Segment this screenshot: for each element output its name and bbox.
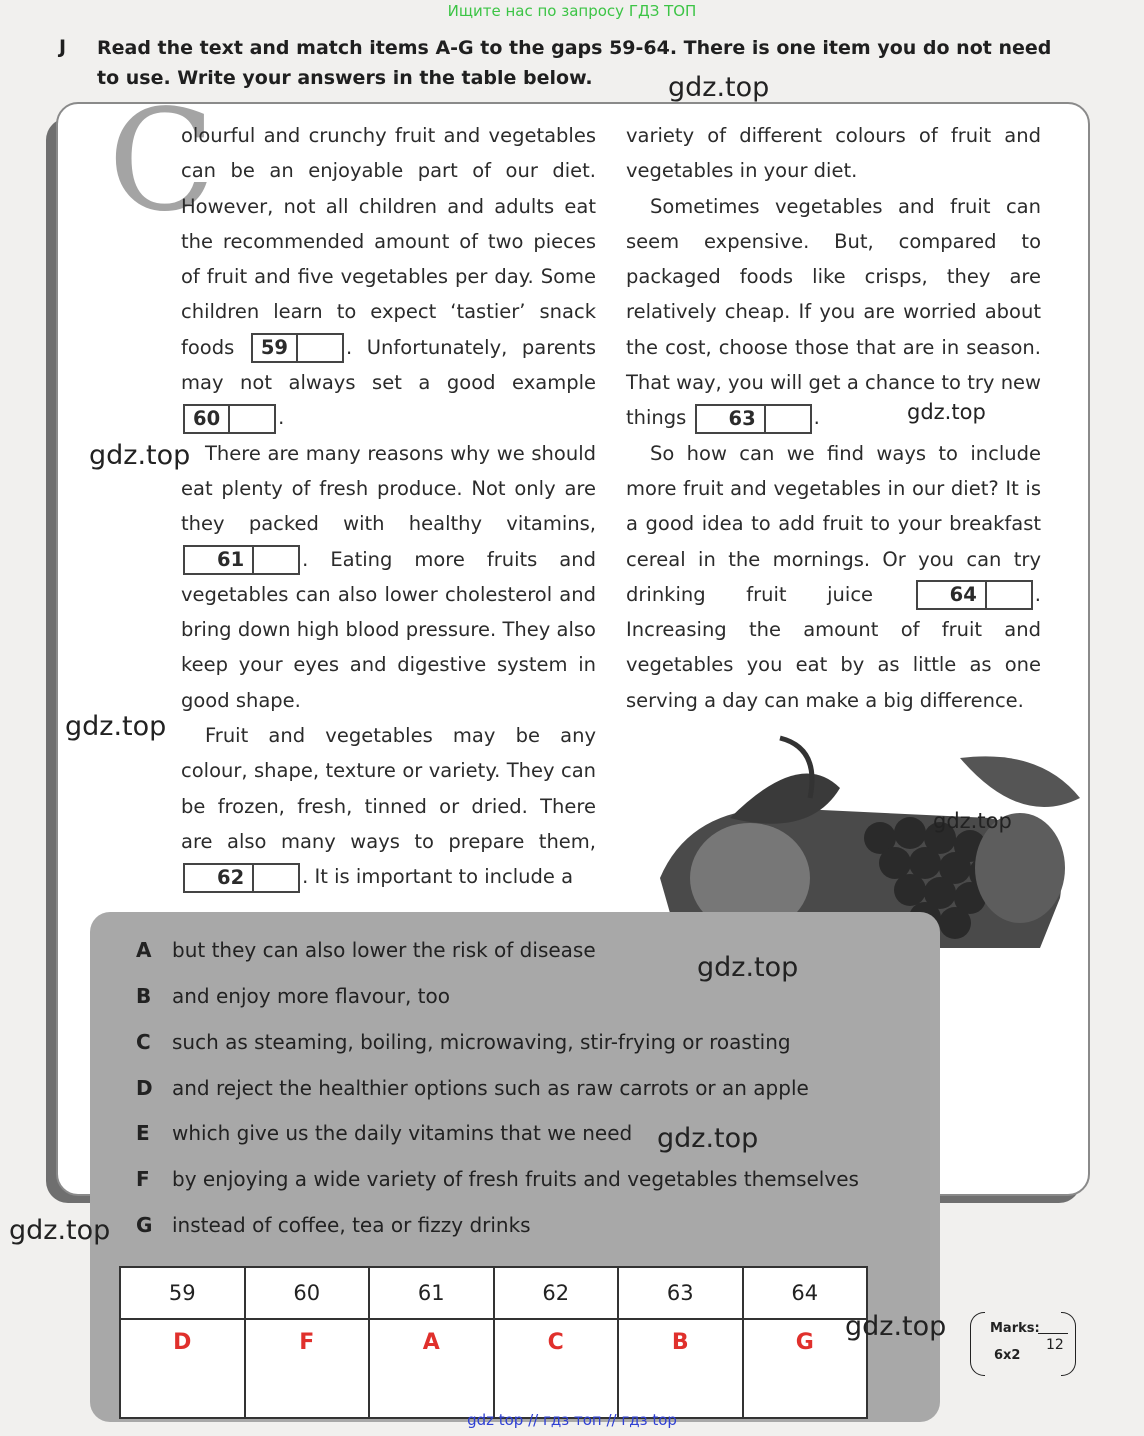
- drop-cap: C: [108, 80, 216, 243]
- header-note: Ищите нас по запросу ГДЗ ТОП: [447, 2, 697, 20]
- task-instruction: Read the text and match items A-G to the gaps 59-64. There is one item you do not need to use. Write your answers in the table below.: [97, 37, 1052, 89]
- article-text: . Unfortunately, parents may not always set a good example: [181, 335, 596, 395]
- answer-cell[interactable]: G: [743, 1319, 868, 1418]
- article-text: .: [813, 406, 820, 430]
- gap-number: 59: [120, 1267, 245, 1319]
- article-text: . Increasing the amount of fruit and vegetables you eat by as little as one serving a day can make a big difference.: [626, 582, 1041, 712]
- gap-box-60[interactable]: [183, 404, 276, 434]
- article-paragraph: [626, 189, 1041, 436]
- answer-table-header-row: [120, 1267, 867, 1319]
- gap-blank[interactable]: [254, 865, 298, 891]
- watermark: gdz.top: [9, 1215, 111, 1246]
- gap-blank[interactable]: [766, 406, 810, 432]
- article-text: Fruit and vegetables may be any colour, shape, texture or variety. They can be frozen, fresh, tinned or dried. There are also many ways to prepare them,: [181, 724, 596, 853]
- gap-box-59[interactable]: [251, 333, 344, 363]
- footer-note: gdz top // гдз топ // гдз top: [467, 1411, 677, 1429]
- gap-blank[interactable]: [230, 406, 274, 432]
- gap-blank[interactable]: [254, 547, 298, 573]
- answer-cell[interactable]: F: [245, 1319, 370, 1418]
- article-text: .: [278, 406, 285, 430]
- gap-number: 64: [918, 582, 987, 608]
- gap-number: 62: [185, 865, 254, 891]
- gap-box-61[interactable]: [183, 545, 300, 575]
- marks-total: 12: [1046, 1337, 1064, 1353]
- watermark: gdz.top: [657, 1123, 759, 1154]
- article-paragraph: [181, 118, 596, 436]
- gap-number: 59: [253, 335, 298, 361]
- article-text: There are many reasons why we should eat plenty of fresh produce. Not only are they packed with healthy vitamins,: [181, 441, 596, 536]
- answer-cell[interactable]: C: [494, 1319, 619, 1418]
- answer-cell[interactable]: A: [369, 1319, 494, 1418]
- watermark: gdz.top: [933, 809, 1012, 833]
- answer-cell[interactable]: D: [120, 1319, 245, 1418]
- gap-number: 61: [185, 547, 254, 573]
- gap-blank[interactable]: [987, 582, 1031, 608]
- article-paragraph: [181, 718, 596, 894]
- gap-box-62[interactable]: [183, 863, 300, 893]
- watermark: gdz.top: [89, 440, 191, 471]
- watermark: gdz.top: [668, 72, 770, 103]
- gap-number: 61: [369, 1267, 494, 1319]
- marks-label: Marks:: [990, 1321, 1040, 1336]
- gap-blank[interactable]: [298, 335, 342, 361]
- article-text: olourful and crunchy fruit and vegetables can be an enjoyable part of our diet. However, not all children and adults eat the recommended amount of two pieces of fruit and five vegetables per day. Some children learn to expect ‘tastier’ snack foods: [181, 124, 596, 359]
- watermark: gdz.top: [845, 1311, 947, 1342]
- gap-number: 62: [494, 1267, 619, 1319]
- watermark: gdz.top: [907, 400, 986, 424]
- task-letter: J: [59, 36, 67, 58]
- article-column-1: [181, 118, 596, 895]
- answer-cell[interactable]: B: [618, 1319, 743, 1418]
- marks-box: [970, 1312, 1076, 1374]
- article-text: . Eating more fruits and vegetables can also lower cholesterol and bring down high blood pressure. They also keep your eyes and digestive system in good shape.: [181, 547, 596, 712]
- article-text: variety of different colours of fruit and vegetables in your diet.: [626, 124, 1041, 183]
- options-box: A but they can also lower the risk of disease B and enjoy more flavour, too C such as steaming, boiling, microwaving, stir-frying or roasting D and reject the healthier options such as raw carrots or an apple E which give us the daily vitamins that we need F by enjoying a wide variety of fresh fruits and vegetables themselves G instead of coffee, tea or fizzy drinks: [90, 912, 940, 1422]
- gap-number: 63: [618, 1267, 743, 1319]
- gap-box-64[interactable]: [916, 580, 1033, 610]
- marks-formula: 6x2: [994, 1348, 1021, 1363]
- article-paragraph: [181, 436, 596, 718]
- answer-table: [119, 1266, 868, 1419]
- gap-number: 60: [185, 406, 230, 432]
- watermark: gdz.top: [65, 711, 167, 742]
- article-paragraph: [626, 118, 1041, 189]
- gap-number: 60: [245, 1267, 370, 1319]
- watermark: gdz.top: [697, 952, 799, 983]
- gap-number: 63: [697, 406, 766, 432]
- answer-table-answer-row: [120, 1319, 867, 1418]
- article-paragraph: [626, 436, 1041, 718]
- article-text: So how can we find ways to include more fruit and vegetables in our diet? It is a good idea to add fruit to your breakfast cereal in the mornings. Or you can try drinking fruit juice: [626, 441, 1041, 606]
- gap-box-63[interactable]: [695, 404, 812, 434]
- article-text: . It is important to include a: [302, 865, 574, 889]
- gap-number: 64: [743, 1267, 868, 1319]
- article-text: Sometimes vegetables and fruit can seem expensive. But, compared to packaged foods like crisps, they are relatively cheap. If you are worried about the cost, choose those that are in season. That way, you will get a chance to try new things: [626, 194, 1041, 430]
